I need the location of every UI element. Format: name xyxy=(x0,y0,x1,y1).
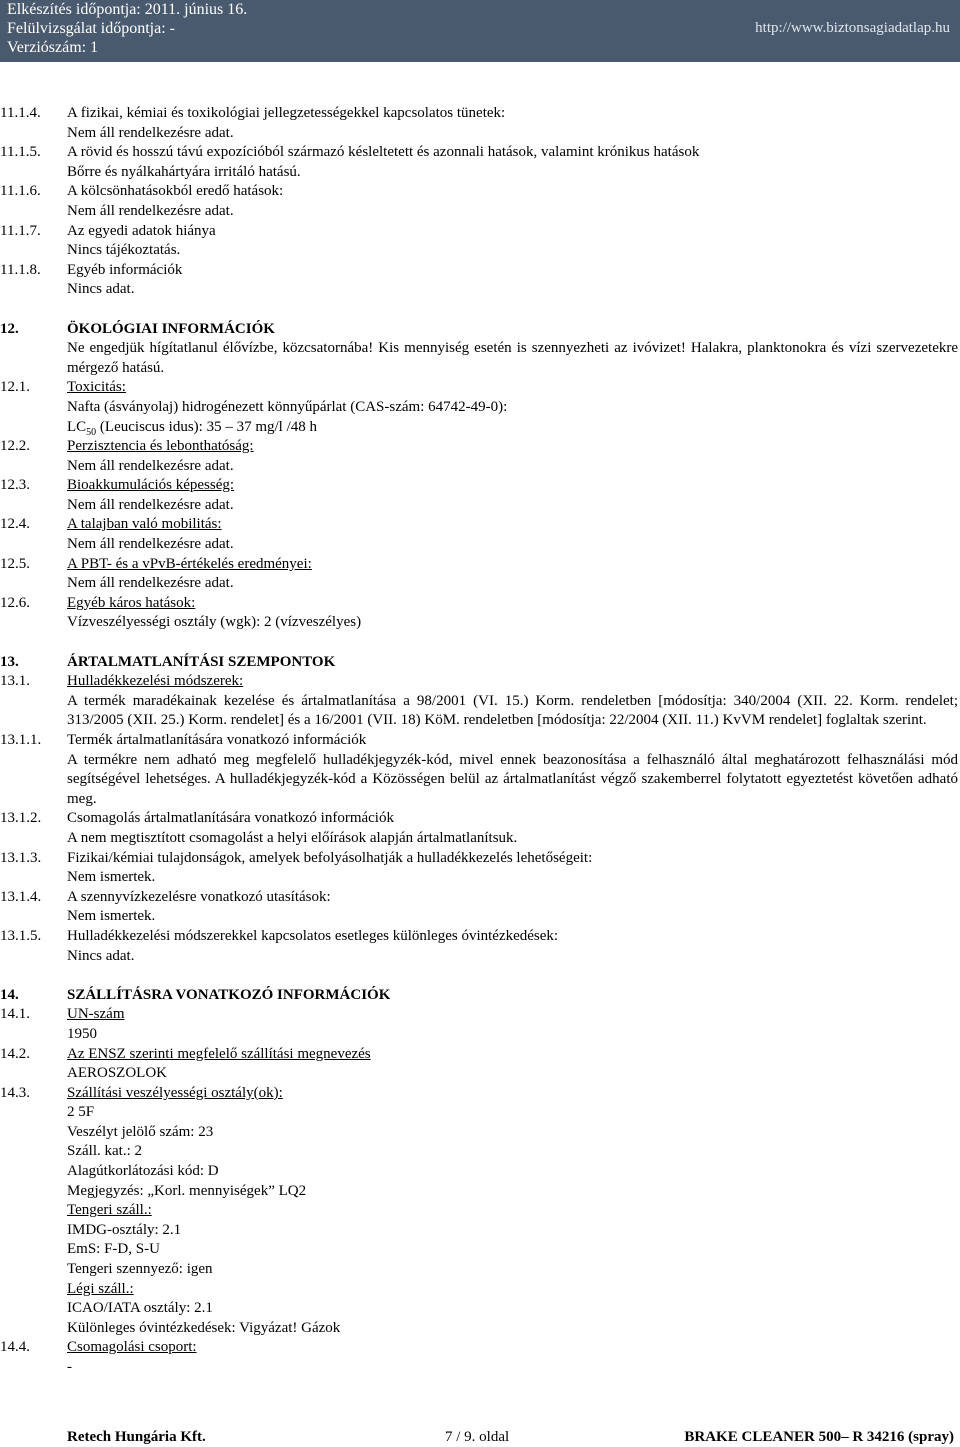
document-body: 11.1.4. A fizikai, kémiai és toxikológiai jellegzetességekkel kapcsolatos tünetek: Nem áll rendelkezésre adat. 11.1.5. A rövid és hosszú távú expozícióból származó késleltetett és azonnali hatások, valamint krónikus hatások Bőrre és nyálkahártyára irritáló hatású. 11.1.6. A kölcsönhatásokból eredő hatások: Nem áll rendelkezésre adat. 11.1.7. Az egyedi adatok hiánya Nincs tájékoztatás. 11.1.8. Egyéb információk Nincs adat. 12. ÖKOLÓGIAI INFORMÁCIÓK Ne engedjük hígítatlanul élővízbe, közcsatornába! Kis mennyiség esetén is szennyezheti az ivóvizet! Halakra, planktonokra és vízi szervezetekre mérgező hatású. 12.1. Toxicitás: Nafta (ásványolaj) hidrogénezett könnyűpárlat (CAS-szám: 64742-49-0): $LC_{50}$ (Leuciscus idus): 35 – 37 mg/l /48 h 12.2. Perzisztencia és lebonthatóság: Nem áll rendelkezésre adat. 12.3. Bioakkumulációs képesség: Nem áll rendelkezésre adat. 12.4. A talajban való mobilitás: Nem áll rendelkezésre adat. 12.5. A PBT- és a vPvB-értékelés eredményei: Nem áll rendelkezésre adat. 12.6. Egyéb káros hatások: Vízveszélyességi osztály (wgk): 2 (vízveszélyes) 13. ÁRTALMATLANÍTÁSI SZEMPONTOK 13.1. Hulladékkezelési módszerek: A termék maradékainak kezelése és ártalmatlanítása a 98/2001 (VI. 15.) Korm. rendeletben [módosítja: 340/2004 (XII. 22. Korm. rendelet; 313/2005 (XII. 25.) Korm. rendelet] és a 16/2001 (VII. 18) KöM. rendeletben [módosítja: 22/2004 (XII. 11.) KvVM rendelet] foglaltak szerint. 13.1.1. Termék ártalmatlanítására vonatkozó információk A termékre nem adható meg megfelelő hulladékjegyzék-kód, mivel ennek beazonosítása a felhasználó által meghatározott felhasználási mód segítségével lehetséges. A hulladékjegyzék-kód a Közösségen belül az ártalmatlanítást végző szakemberrel folytatott egyeztetést követően adható meg. 13.1.2. Csomagolás ártalmatlanítására vonatkozó információk A nem megtisztított csomagolást a helyi előírások alapján ártalmatlanítsuk. 13.1.3. Fizikai/kémiai tulajdonságok, amelyek befolyásolhatják a hulladékkezelés lehetőségeit: Nem ismertek. 13.1.4. A szennyvízkezelésre vonatkozó utasítások: Nem ismertek. 13.1.5. Hulladékkezelési módszerekkel kapcsolatos esetleges különleges óvintézkedések: Nincs adat. 14. SZÁLLÍTÁSRA VONATKOZÓ INFORMÁCIÓK 14.1. UN-szám 1950 14.2. Az ENSZ szerinti megfelelő szállítási megnevezés AEROSZOLOK 14.3. Szállítási veszélyességi osztály(ok): 2 5F Veszélyt jelölő szám: 23 Száll. kat.: 2 Alagútkorlátozási kód: D Megjegyzés: „Korl. mennyiségek” LQ2 Tengeri száll.: IMDG-osztály: 2.1 EmS: F-D, S-U Tengeri szennyező: igen Légi száll.: ICAO/IATA osztály: 2.1 Különleges óvintézkedések: Vigyázat! Gázok 14.4. Csomagolási csoport: - xyxy=(0,105,958,1375)
product-name: BRAKE CLEANER 500– R 34216 (spray) xyxy=(684,1429,954,1445)
review-date: Felülvizsgálat időpontja: - xyxy=(7,20,175,37)
item-12-4: 12.4. A talajban való mobilitás: xyxy=(0,516,222,533)
section-12-heading: 12. ÖKOLÓGIAI INFORMÁCIÓK xyxy=(0,320,275,337)
page-footer xyxy=(0,1428,960,1447)
item-13-1-4: 13.1.4. A szennyvízkezelésre vonatkozó utasítások: xyxy=(0,888,331,905)
version: Verziószám: 1 xyxy=(7,39,99,56)
page-header xyxy=(0,0,960,62)
item-12-2: 12.2. Perzisztencia és lebonthatóság: xyxy=(0,438,254,455)
item-14-1: 14.1. UN-szám xyxy=(0,1006,125,1023)
page-number: 7 / 9. oldal xyxy=(445,1429,510,1445)
item-12-1: 12.1. Toxicitás: xyxy=(0,379,126,396)
item-14-4: 14.4. Csomagolási csoport: xyxy=(0,1339,197,1356)
item-11-1-5: 11.1.5. A rövid és hosszú távú expozícióból származó késleltetett és azonnali hatások, valamint krónikus hatások xyxy=(0,144,700,161)
item-13-1-2: 13.1.2. Csomagolás ártalmatlanítására vonatkozó információk xyxy=(0,810,394,827)
item-14-3: 14.3. Szállítási veszélyességi osztály(ok): xyxy=(0,1084,283,1101)
header-url-link[interactable]: http://www.biztonsagiadatlap.hu xyxy=(755,20,950,36)
item-11-1-6: 11.1.6. A kölcsönhatásokból eredő hatások: xyxy=(0,183,284,200)
item-12-6: 12.6. Egyéb káros hatások: xyxy=(0,594,196,611)
company-name: Retech Hungária Kft. xyxy=(67,1429,206,1445)
sea-transport-heading: Tengeri száll.: xyxy=(67,1202,152,1219)
item-14-2: 14.2. Az ENSZ szerinti megfelelő szállítási megnevezés xyxy=(0,1045,371,1062)
item-13-1: 13.1. Hulladékkezelési módszerek: xyxy=(0,673,244,690)
section-14-heading: 14. SZÁLLÍTÁSRA VONATKOZÓ INFORMÁCIÓK xyxy=(0,986,391,1003)
section-13-heading: 13. ÁRTALMATLANÍTÁSI SZEMPONTOK xyxy=(0,653,336,670)
item-13-1-5: 13.1.5. Hulladékkezelési módszerekkel kapcsolatos esetleges különleges óvintézkedések: xyxy=(0,927,559,944)
section-12-intro: Ne engedjük hígítatlanul élővízbe, közcsatornába! Kis mennyiség esetén is szennyezheti az ivóvizet! Halakra, planktonokra és vízi szervezetekre mérgező hatású. xyxy=(67,340,958,376)
prepared-date: Elkészítés időpontja: 2011. június 16. xyxy=(7,1,248,18)
air-transport-heading: Légi száll.: xyxy=(67,1280,134,1297)
item-13-1-3: 13.1.3. Fizikai/kémiai tulajdonságok, amelyek befolyásolhatják a hulladékkezelés lehetőségeit: xyxy=(0,849,593,866)
header-meta xyxy=(7,0,247,57)
item-13-1-1: 13.1.1. Termék ártalmatlanítására vonatkozó információk xyxy=(0,732,367,748)
item-12-3: 12.3. Bioakkumulációs képesség: xyxy=(0,477,235,494)
item-11-1-8: 11.1.8. Egyéb információk xyxy=(0,261,183,278)
item-12-5: 12.5. A PBT- és a vPvB-értékelés eredményei: xyxy=(0,555,312,572)
item-11-1-7: 11.1.7. Az egyedi adatok hiánya xyxy=(0,222,216,239)
item-11-1-4: 11.1.4. A fizikai, kémiai és toxikológiai jellegzetességekkel kapcsolatos tünetek: xyxy=(0,105,506,121)
lc50-value: $LC_{50}$ (Leuciscus idus): 35 – 37 mg/l /48 h xyxy=(67,418,317,438)
